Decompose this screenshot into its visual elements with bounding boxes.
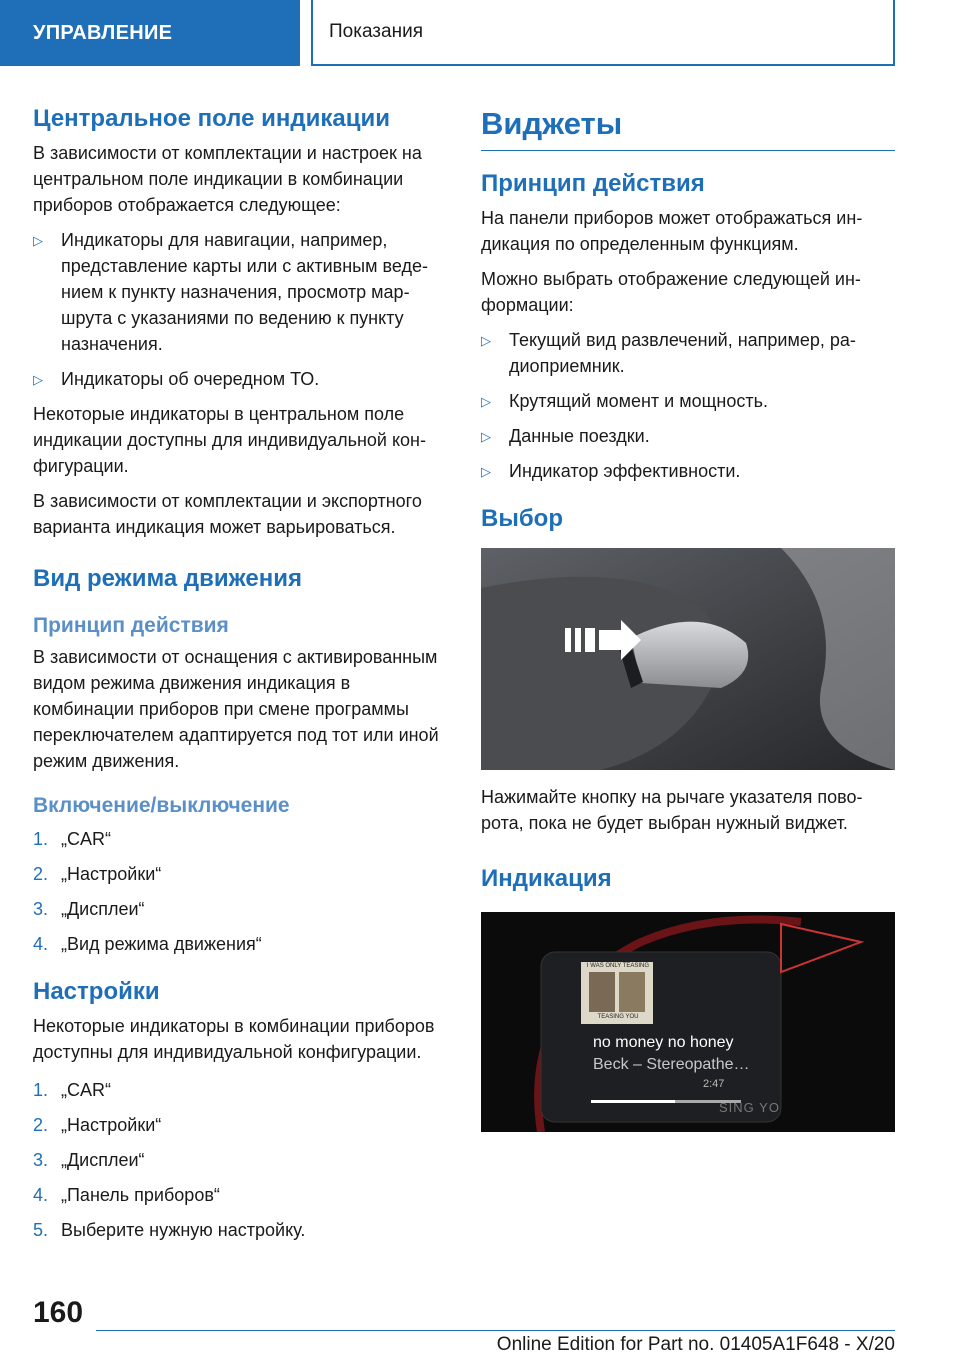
background-marquee-text: SING YO (719, 1100, 780, 1115)
list-item: 4. „Вид режима движения“ (33, 934, 262, 954)
album-cover-top-text: I WAS ONLY TEASING (586, 963, 650, 969)
heading-selection: Выбор (481, 505, 563, 532)
list-item: 4. „Панель приборов“ (33, 1185, 220, 1205)
paragraph: Некоторые индикаторы в комбинации приборов доступны для индивидуальной конфигурации. (33, 1016, 435, 1062)
heading-settings: Настройки (33, 978, 160, 1005)
list-item: 3. „Дисплеи“ (33, 899, 145, 919)
subheading-principle: Принцип действия (33, 614, 229, 637)
left-column (33, 104, 448, 1252)
list-item: 3. „Дисплеи“ (33, 1150, 145, 1170)
album-cover-bottom-text: TEASING YOU (597, 1014, 639, 1020)
steps-list (33, 1077, 448, 1243)
list-item: ▷ Текущий вид развлечений, например, радиоприемник. (481, 330, 856, 376)
turn-signal-lever-photo (481, 548, 895, 770)
right-column (481, 104, 895, 1146)
triangle-bullet-icon: ▷ (481, 394, 491, 409)
footer-divider (96, 1330, 895, 1331)
triangle-bullet-icon: ▷ (481, 333, 491, 348)
chapter-tab (0, 0, 300, 66)
chapter-title: УПРАВЛЕНИЕ (33, 21, 173, 44)
triangle-bullet-icon: ▷ (33, 233, 43, 248)
list-item: ▷ Индикаторы об очередном ТО. (33, 366, 448, 392)
list-item: ▷ Крутящий момент и мощность. (481, 388, 895, 414)
list-item: ▷ Данные поездки. (481, 423, 895, 449)
steps-list (33, 826, 448, 957)
list-item: 1. „CAR“ (33, 829, 111, 849)
triangle-bullet-icon: ▷ (481, 429, 491, 444)
triangle-bullet-icon: ▷ (33, 372, 43, 387)
edition-note: Online Edition for Part no. 01405A1F648 - X/20 (496, 1334, 895, 1355)
instrument-cluster-photo (481, 912, 895, 1132)
song-title: no money no honey (593, 1034, 734, 1051)
list-item: ▷ Индикаторы для навигации, например, представление карты или с активным ведением к пункту назначения, просмотр маршрута с указаниями по ведению к пункту назначения. (33, 230, 428, 354)
heading-central-display: Центральное поле индикации (33, 105, 390, 132)
heading-drive-mode-view: Вид режима движения (33, 565, 302, 592)
list-item: 2. „Настройки“ (33, 864, 162, 884)
heading-widgets: Виджеты (481, 104, 895, 151)
heading-display: Индикация (481, 865, 612, 892)
paragraph: В зависимости от оснащения с активированным видом режима движения индикация в комбинации приборов при смене программы переключателем адаптируется под тот или иной режим движения. (33, 647, 439, 771)
section-title: Показания (329, 21, 423, 42)
cluster-illustration (481, 912, 895, 1132)
list-item: 5. Выберите нужную настройку. (33, 1220, 306, 1240)
triangle-bullet-icon: ▷ (481, 464, 491, 479)
paragraph: Можно выбрать отображение следующей информации: (481, 269, 861, 315)
heading-principle: Принцип действия (481, 170, 705, 197)
list-item: 1. „CAR“ (33, 1080, 111, 1100)
paragraph: В зависимости от комплектации и экспортного варианта индикация может варьироваться. (33, 491, 422, 537)
list-item: 2. „Настройки“ (33, 1115, 162, 1135)
subheading-on-off: Включение/выключение (33, 794, 290, 817)
list-item: ▷ Индикатор эффективности. (481, 458, 895, 484)
bullet-list (33, 227, 448, 392)
paragraph: В зависимости от комплектации и настроек на центральном поле индикации в комбинации приборов отображается следующее: (33, 143, 422, 215)
artist-name: Beck – Stereopathe… (593, 1056, 750, 1073)
paragraph: На панели приборов может отображаться индикация по определенным функциям. (481, 208, 863, 254)
page-number: 160 (33, 1296, 84, 1329)
section-tab (311, 0, 895, 66)
paragraph: Некоторые индикаторы в центральном поле индикации доступны для индивидуальной конфигурации. (33, 404, 426, 476)
figure-caption: Нажимайте кнопку на рычаге указателя поворота, пока не будет выбран нужный виджет. (481, 787, 863, 833)
bullet-list (481, 327, 895, 484)
track-time: 2:47 (703, 1078, 725, 1090)
lever-illustration (481, 548, 895, 770)
